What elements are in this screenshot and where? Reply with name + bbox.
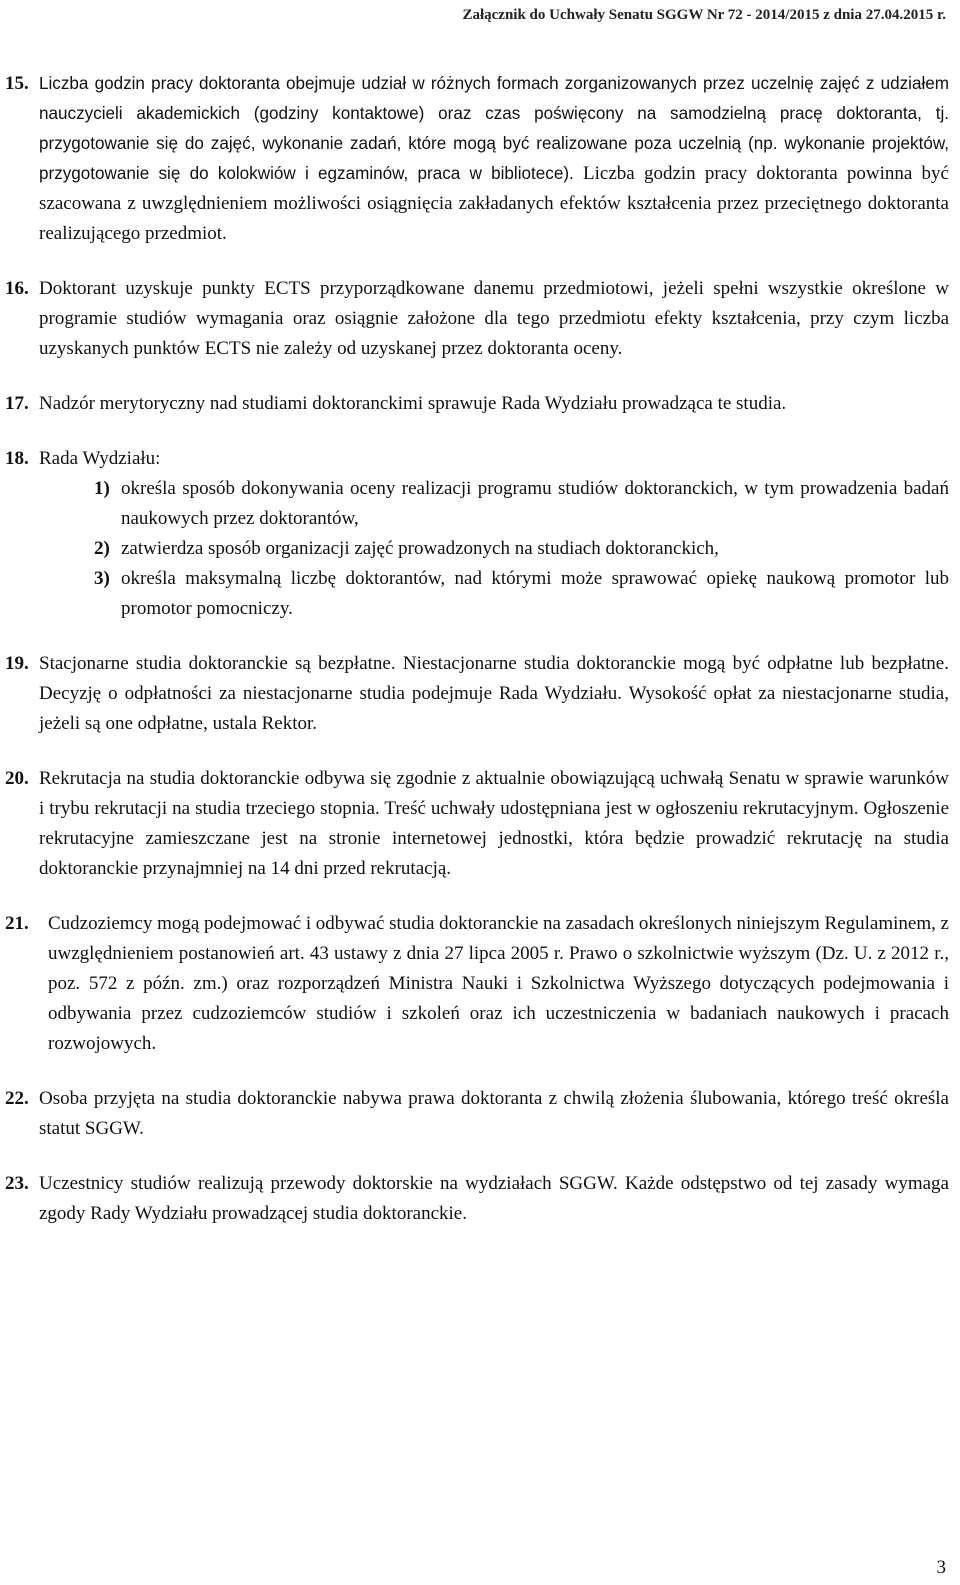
paragraph-text: Stacjonarne studia doktoranckie są bezpłatne. Niestacjonarne studia doktoranckie mogą być odpłatne lub bezpłatne. Decyzję o odpłatności za niestacjonarne studia podejmuje Rada Wydziału. Wysokość opłat za niestacjonarne studia, jeżeli są one odpłatne, ustala Rektor. <box>39 653 949 734</box>
list-item <box>94 474 949 534</box>
paragraph-22 <box>5 1084 949 1144</box>
document-body <box>5 69 949 1254</box>
paragraph-15 <box>5 69 949 249</box>
paragraph-text: Rekrutacja na studia doktoranckie odbywa się zgodnie z aktualnie obowiązującą uchwałą Senatu w sprawie warunków i trybu rekrutacji na studia trzeciego stopnia. Treść uchwały udostępniana jest w ogłoszeniu rekrutacyjnym. Ogłoszenie rekrutacyjne zamieszczane jest na stronie internetowej jednostki, która będzie prowadzić rekrutację na studia doktoranckie przynajmniej na 14 dni przed rekrutacją. <box>39 768 949 879</box>
paragraph-number: 15. <box>5 73 29 94</box>
paragraph-text-sans: Liczba godzin pracy doktoranta obejmuje udział w różnych formach zorganizowanych przez uczelnię zajęć z udziałem nauczycieli akademickich (godziny kontaktowe) oraz czas poświęcony na samodzielną pracę doktoranta, tj. przygotowanie się do zajęć, wykonanie zadań, które mogą być realizowane poza uczelnią (np. wykonanie projektów, przygotowanie się do kolokwiów i egzaminów, praca w bibliotece). <box>39 74 949 183</box>
paragraph-text: Uczestnicy studiów realizują przewody doktorskie na wydziałach SGGW. Każde odstępstwo od tej zasady wymaga zgody Rady Wydziału prowadzącej studia doktoranckie. <box>39 1173 949 1224</box>
paragraph-number: 18. <box>5 448 29 469</box>
list-item-text: określa maksymalną liczbę doktorantów, nad którymi może sprawować opiekę naukową promotor lub promotor pomocniczy. <box>121 568 949 619</box>
list-item <box>94 534 949 564</box>
list-item-text: zatwierdza sposób organizacji zajęć prowadzonych na studiach doktoranckich, <box>121 538 719 559</box>
list-item-number: 1) <box>94 478 110 499</box>
paragraph-text: Nadzór merytoryczny nad studiami doktoranckimi sprawuje Rada Wydziału prowadząca te studia. <box>39 393 787 414</box>
paragraph-23 <box>5 1169 949 1229</box>
paragraph-number: 16. <box>5 278 29 299</box>
list-item <box>94 564 949 624</box>
paragraph-16 <box>5 274 949 364</box>
paragraph-number: 19. <box>5 653 29 674</box>
paragraph-21 <box>5 909 949 1059</box>
paragraph-number: 22. <box>5 1088 29 1109</box>
paragraph-number: 21. <box>5 913 29 934</box>
paragraph-17 <box>5 389 949 419</box>
paragraph-20 <box>5 764 949 884</box>
paragraph-text <box>39 69 949 249</box>
paragraph-number: 23. <box>5 1173 29 1194</box>
paragraph-text: Cudzoziemcy mogą podejmować i odbywać studia doktoranckie na zasadach określonych niniejszym Regulaminem, z uwzględnieniem postanowień art. 43 ustawy z dnia 27 lipca 2005 r. Prawo o szkolnictwie wyższym (Dz. U. z 2012 r., poz. 572 z późn. zm.) oraz rozporządzeń Ministra Nauki i Szkolnictwa Wyższego dotyczących podejmowania i odbywania przez cudzoziemców studiów i szkoleń oraz ich uczestniczenia w badaniach naukowych i pracach rozwojowych. <box>48 913 949 1054</box>
paragraph-number: 17. <box>5 393 29 414</box>
list-item-number: 2) <box>94 538 110 559</box>
page-number: 3 <box>936 1557 946 1578</box>
paragraph-number: 20. <box>5 768 29 789</box>
paragraph-19 <box>5 649 949 739</box>
list-item-number: 3) <box>94 568 110 589</box>
paragraph-text: Osoba przyjęta na studia doktoranckie nabywa prawa doktoranta z chwilą złożenia ślubowania, którego treść określa statut SGGW. <box>39 1088 949 1139</box>
list-item-text: określa sposób dokonywania oceny realizacji programu studiów doktoranckich, w tym prowadzenia badań naukowych przez doktorantów, <box>121 478 949 529</box>
paragraph-text-serif: Liczba godzin pracy doktoranta powinna być szacowana z uwzględnieniem możliwości osiągnięcia zakładanych efektów kształcenia przez przeciętnego doktoranta realizującego przedmiot. <box>39 163 949 244</box>
paragraph-text: Rada Wydziału: <box>39 448 161 469</box>
document-header: Załącznik do Uchwały Senatu SGGW Nr 72 - 2014/2015 z dnia 27.04.2015 r. <box>462 7 946 23</box>
paragraph-text: Doktorant uzyskuje punkty ECTS przyporządkowane danemu przedmiotowi, jeżeli spełni wszystkie określone w programie studiów wymagania oraz osiągnie założone dla tego przedmiotu efekty kształcenia, przy czym liczba uzyskanych punktów ECTS nie zależy od uzyskanej przez doktoranta oceny. <box>39 278 949 359</box>
paragraph-18 <box>5 444 949 624</box>
